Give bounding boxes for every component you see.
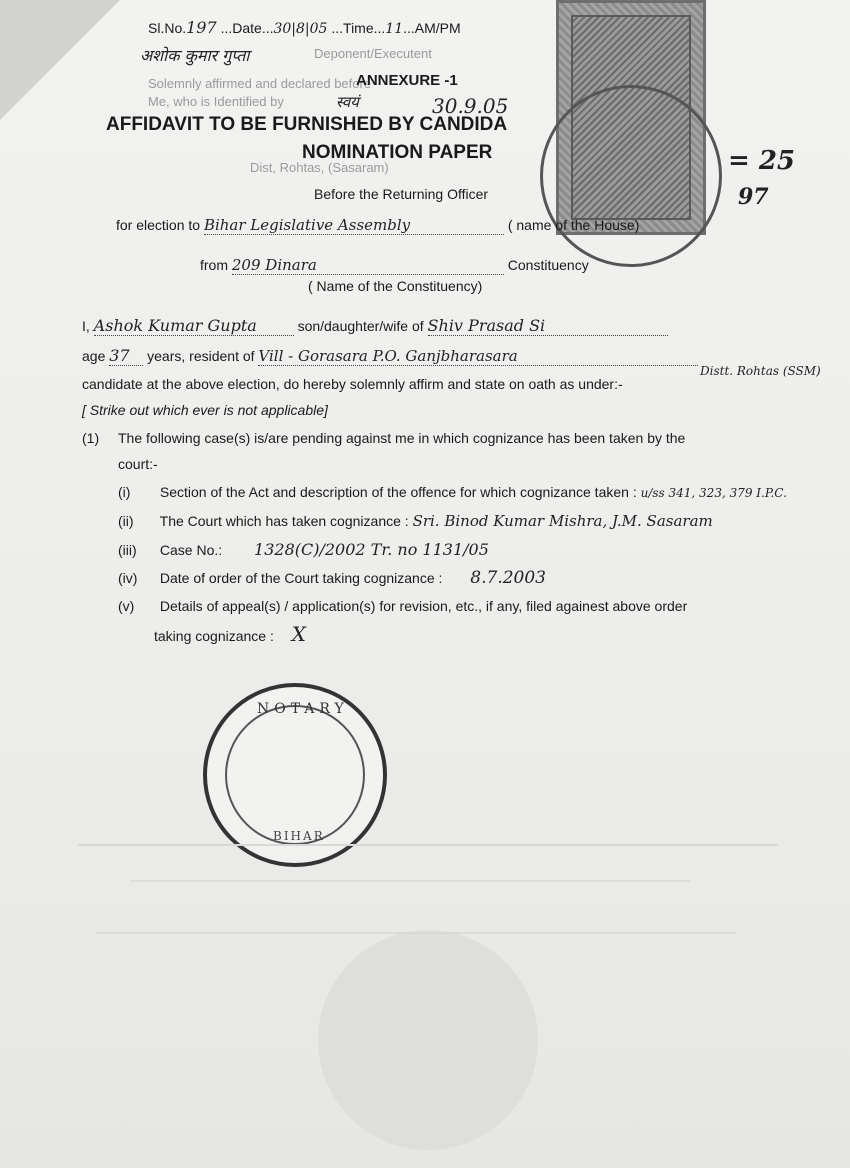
annexure-label: ANNEXURE -1: [356, 72, 458, 89]
parent-name: Shiv Prasad Si: [428, 316, 668, 336]
ref-note: 97: [738, 184, 769, 210]
constituency-name-label: ( Name of the Constituency): [308, 278, 483, 294]
election-value: Bihar Legislative Assembly: [204, 216, 504, 235]
sub-item-ii: (ii) The Court which has taken cognizance : Sri. Binod Kumar Mishra, J.M. Sasaram: [118, 512, 713, 530]
item1-number: (1): [82, 430, 100, 446]
sub-item-iv: (iv) Date of order of the Court taking cognizance : 8.7.2003: [118, 568, 546, 588]
item1-line1: The following case(s) is/are pending against me in which cognizance has been taken by the: [118, 430, 686, 446]
sub-item-i: (i) Section of the Act and description of the offence for which cognizance taken : u/ss 341, 323, 379 I.P.C.: [118, 484, 787, 500]
sub-item-v-cont: taking cognizance : X: [154, 622, 306, 646]
age-line: age 37 years, resident of Vill - Gorasara P.O. Ganjbharasara: [82, 346, 698, 366]
notary-seal: [203, 683, 387, 867]
deponent-name-hindi: अशोक कुमार गुप्ता: [140, 46, 250, 65]
appeal-value: X: [291, 622, 306, 646]
deponent-label: Deponent/Executent: [314, 46, 432, 61]
fee-note: = 25: [728, 146, 796, 176]
serial-line: Sl.No.197 ...Date...30|8|05 ...Time...11...AM/PM: [148, 18, 461, 37]
oath-line: candidate at the above election, do hereby solemnly affirm and state on oath as under:-: [82, 376, 623, 392]
identified-line: Me, who is Identified by: [148, 94, 284, 109]
constituency-line: from 209 Dinara Constituency: [200, 256, 589, 274]
item1-line2: court:-: [118, 456, 158, 472]
address-value: Vill - Gorasara P.O. Ganjbharasara: [258, 347, 698, 366]
notary-seal-top-text: NOTARY: [257, 701, 349, 717]
address-extra: Distt. Rohtas (SSM): [700, 364, 821, 378]
strike-note: [ Strike out which ever is not applicable]: [82, 402, 328, 418]
folded-corner: [0, 0, 120, 120]
before-line: Before the Returning Officer: [314, 186, 489, 202]
order-date-value: 8.7.2003: [470, 568, 546, 588]
candidate-line: I, Ashok Kumar Gupta son/daughter/wife of Shiv Prasad Si: [82, 316, 668, 336]
identifier-hindi: स्वयं: [336, 93, 359, 111]
election-line: for election to Bihar Legislative Assembly ( name of the House): [116, 216, 640, 234]
dist-line: Dist, Rohtas, (Sasaram): [250, 160, 389, 175]
page-title: AFFIDAVIT TO BE FURNISHED BY CANDIDA: [106, 114, 508, 135]
bleed-through-line: [130, 880, 690, 882]
case-no-value: 1328(C)/2002 Tr. no 1131/05: [254, 540, 489, 559]
sub-item-iii: (iii) Case No.: 1328(C)/2002 Tr. no 1131/05: [118, 540, 489, 559]
bleed-through-line: [78, 844, 778, 846]
official-round-seal: [540, 85, 722, 267]
solemnly-line: Solemnly affirmed and declared before: [148, 76, 372, 91]
notary-seal-bottom-text: BIHAR: [273, 829, 325, 843]
page-subtitle: NOMINATION PAPER: [302, 142, 493, 163]
constituency-value: 209 Dinara: [232, 256, 504, 275]
offence-value: u/ss 341, 323, 379 I.P.C.: [640, 486, 787, 500]
bleed-through-seal: [318, 930, 538, 1150]
sub-item-v: (v) Details of appeal(s) / application(s) for revision, etc., if any, filed againest above order: [118, 598, 688, 614]
court-value: Sri. Binod Kumar Mishra, J.M. Sasaram: [412, 512, 713, 530]
candidate-name: Ashok Kumar Gupta: [94, 316, 294, 336]
age-value: 37: [109, 346, 143, 366]
received-date: 30.9.05: [432, 94, 509, 118]
